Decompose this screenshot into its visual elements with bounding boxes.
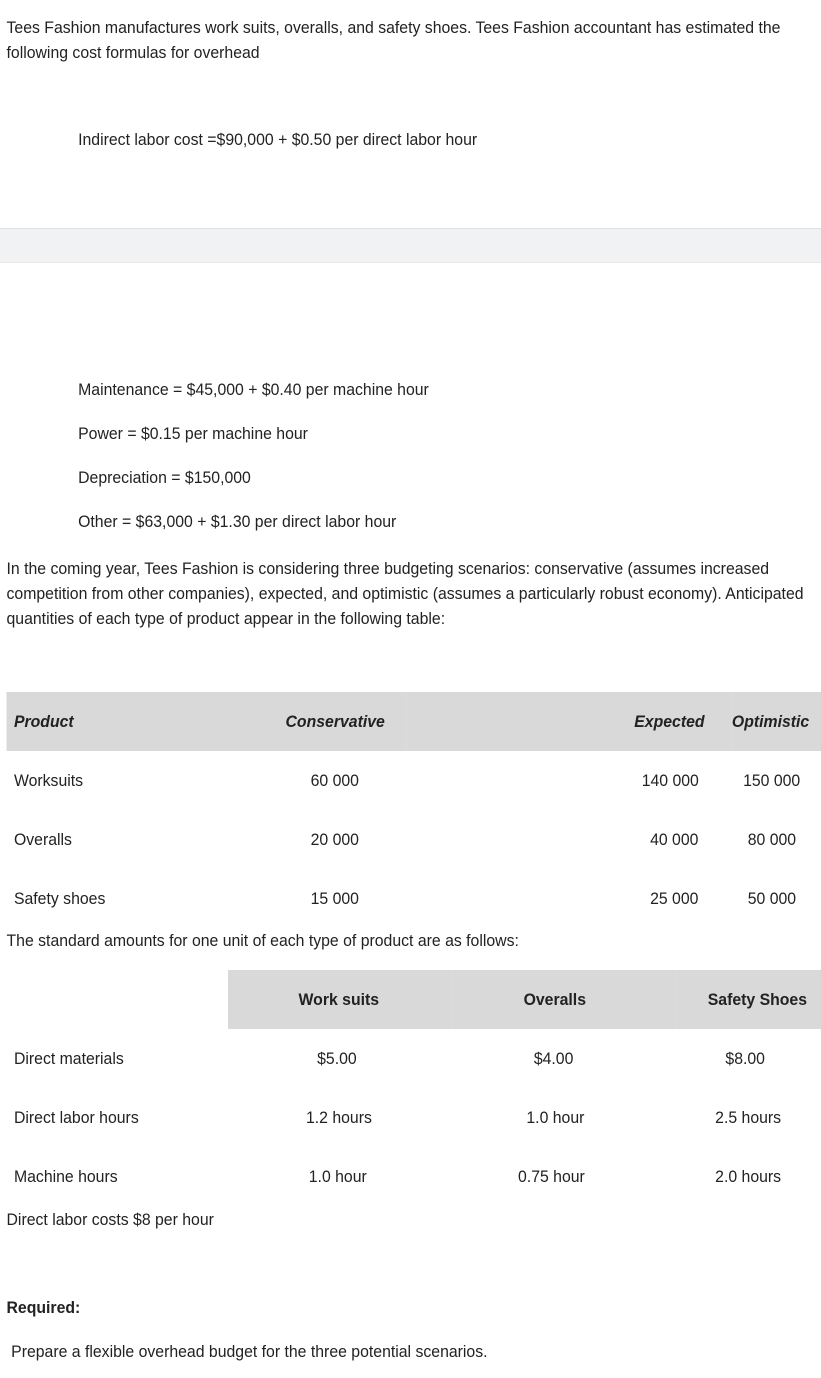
cell-overalls: 1.0 hour xyxy=(526,1107,585,1127)
cell-work-suits: $5.00 xyxy=(317,1048,357,1068)
required-label: Required: xyxy=(6,1298,81,1317)
formula-indirect-labor: Indirect labor cost =$90,000 + $0.50 per direct labor hour xyxy=(78,130,478,149)
row-label: Worksuits xyxy=(13,770,84,790)
standards-table xyxy=(7,970,821,1206)
cell-conservative: 20 000 xyxy=(310,829,359,849)
header-expected: Expected xyxy=(406,692,732,751)
row-label: Direct materials xyxy=(13,1048,124,1068)
cell-optimistic: 150 000 xyxy=(743,770,801,790)
intro-paragraph: Tees Fashion manufactures work suits, overalls, and safety shoes. Tees Fashion accountant has estimated the following cost formulas for overhead xyxy=(6,18,781,62)
standards-table-header xyxy=(7,970,821,1029)
table-row xyxy=(7,1147,821,1206)
formula-power: Power = $0.15 per machine hour xyxy=(78,424,308,443)
labor-cost-note: Direct labor costs $8 per hour xyxy=(6,1210,214,1229)
quantity-table xyxy=(7,692,821,928)
row-label: Safety shoes xyxy=(13,888,106,908)
row-label: Direct labor hours xyxy=(13,1107,139,1127)
table-row xyxy=(7,751,821,810)
header-optimistic: Optimistic xyxy=(732,692,821,751)
scenarios-paragraph: In the coming year, Tees Fashion is considering three budgeting scenarios: conservative (assumes increased competition from other companies), expected, and optimistic (assumes a particularly robust economy). Anticipated quantities of each type of product appear in the following table: xyxy=(6,559,804,628)
row-label: Overalls xyxy=(13,829,72,849)
formula-other: Other = $63,000 + $1.30 per direct labor hour xyxy=(78,512,397,531)
table-row xyxy=(7,1088,821,1147)
formula-depreciation: Depreciation = $150,000 xyxy=(78,468,251,487)
header-conservative: Conservative xyxy=(286,692,407,751)
section-divider xyxy=(0,228,821,263)
cell-conservative: 60 000 xyxy=(310,770,359,790)
cell-optimistic: 50 000 xyxy=(747,888,797,908)
header-product: Product xyxy=(7,692,286,751)
table-row xyxy=(7,1029,821,1088)
cell-work-suits: 1.0 hour xyxy=(308,1166,367,1186)
cell-expected: 25 000 xyxy=(650,888,699,908)
header-blank xyxy=(7,970,228,1029)
header-overalls: Overalls xyxy=(453,970,676,1029)
cell-safety-shoes: 2.5 hours xyxy=(715,1107,782,1127)
table-row xyxy=(7,810,821,869)
task-statement: Prepare a flexible overhead budget for the three potential scenarios. xyxy=(11,1342,488,1361)
standards-intro: The standard amounts for one unit of each type of product are as follows: xyxy=(6,931,519,950)
row-label: Machine hours xyxy=(13,1166,118,1186)
cell-safety-shoes: $8.00 xyxy=(725,1048,765,1068)
cell-expected: 140 000 xyxy=(641,770,699,790)
header-safety-shoes: Safety Shoes xyxy=(676,970,821,1029)
formula-maintenance: Maintenance = $45,000 + $0.40 per machine hour xyxy=(78,380,429,399)
cell-expected: 40 000 xyxy=(650,829,699,849)
cell-overalls: 0.75 hour xyxy=(518,1166,585,1186)
cell-conservative: 15 000 xyxy=(310,888,359,908)
header-work-suits: Work suits xyxy=(228,970,453,1029)
cell-work-suits: 1.2 hours xyxy=(305,1107,372,1127)
cell-overalls: $4.00 xyxy=(533,1048,574,1068)
table-row xyxy=(7,869,821,928)
cell-optimistic: 80 000 xyxy=(747,829,797,849)
quantity-table-header xyxy=(7,692,821,751)
cell-safety-shoes: 2.0 hours xyxy=(715,1166,782,1186)
